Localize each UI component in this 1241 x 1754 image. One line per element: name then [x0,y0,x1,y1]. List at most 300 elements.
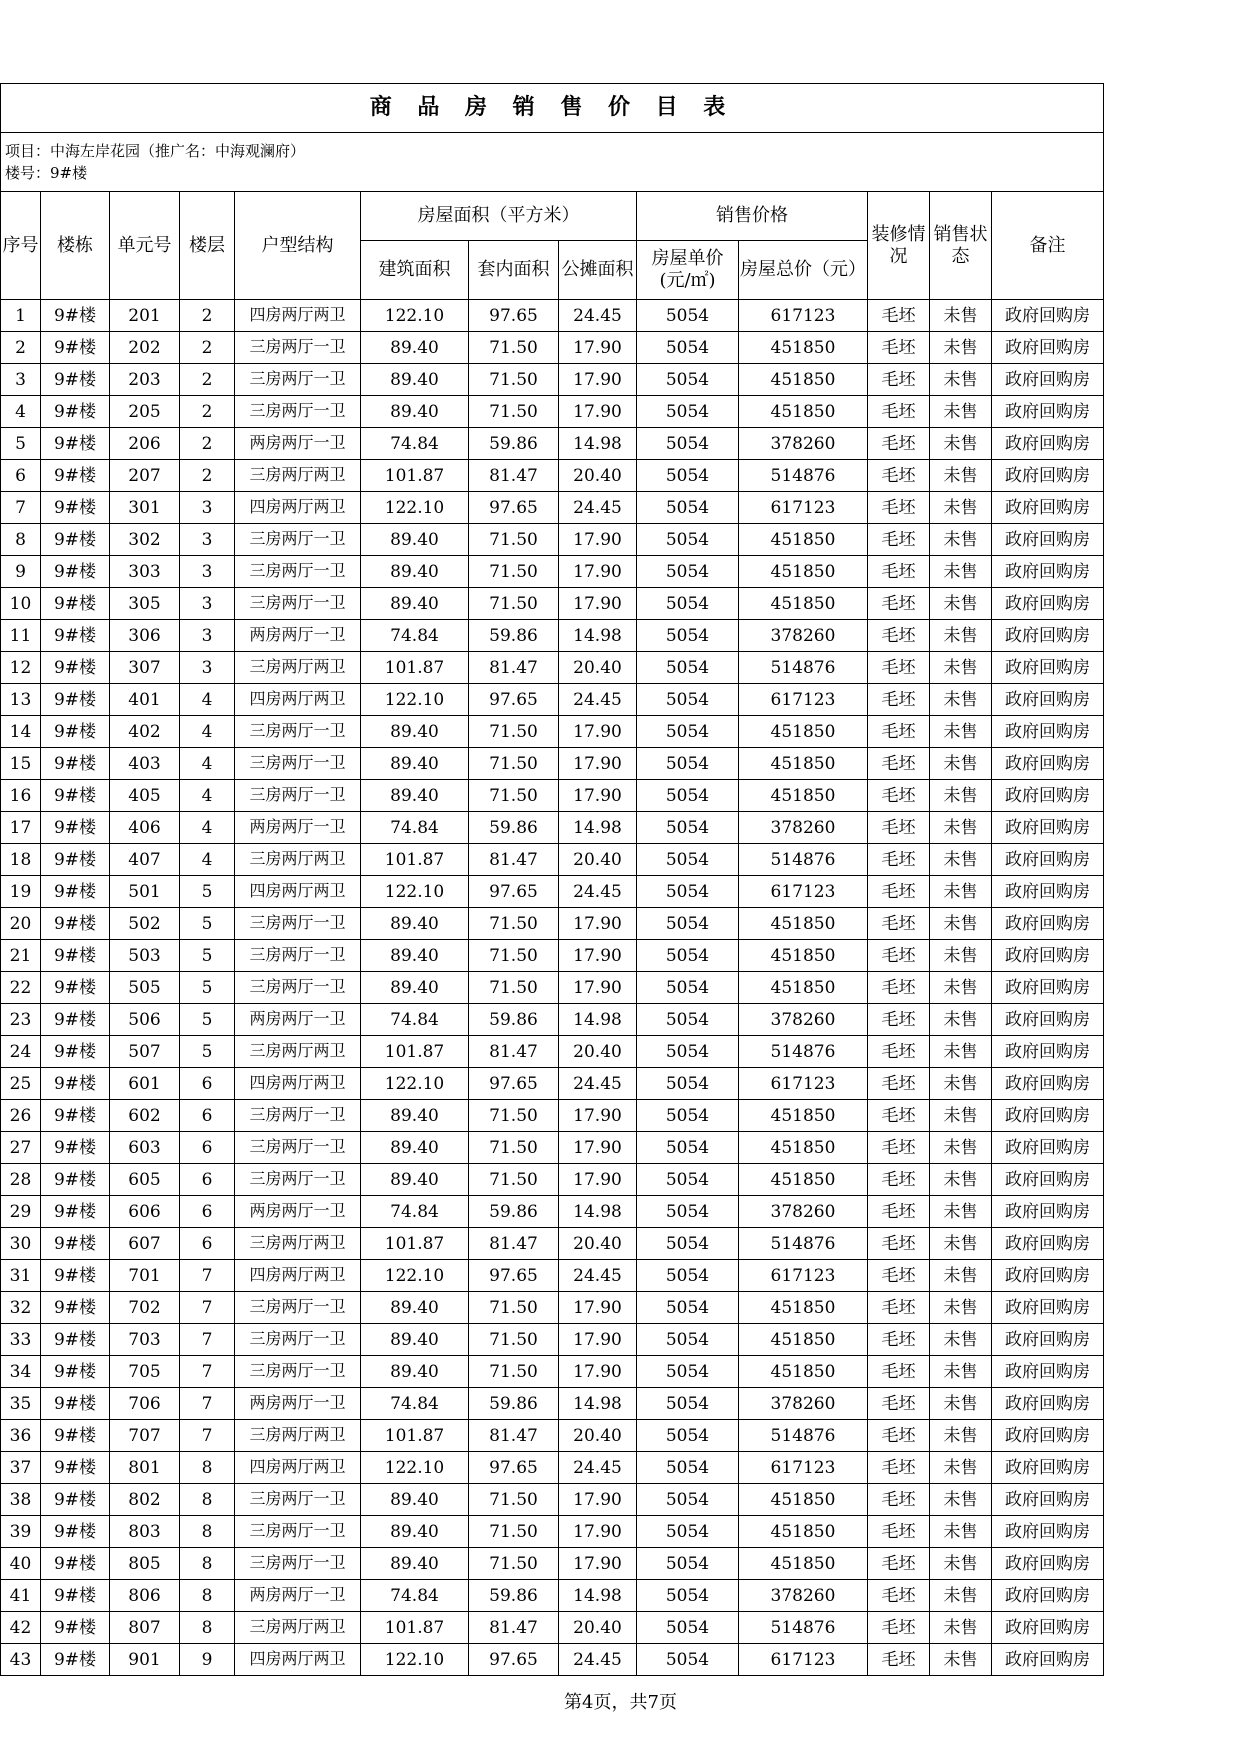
cell-build-area: 122.10 [361,876,469,908]
cell-seq: 26 [1,1100,41,1132]
cell-shared-area: 24.45 [559,684,637,716]
cell-shared-area: 20.40 [559,844,637,876]
cell-seq: 10 [1,588,41,620]
cell-build-area: 89.40 [361,364,469,396]
cell-unit-price: 5054 [637,1228,739,1260]
table-row [1,780,1104,812]
cell-unit: 501 [110,876,180,908]
cell-remark: 政府回购房 [992,1548,1104,1580]
cell-unit: 303 [110,556,180,588]
cell-remark: 政府回购房 [992,652,1104,684]
cell-floor: 3 [180,620,235,652]
cell-remark: 政府回购房 [992,588,1104,620]
table-row [1,812,1104,844]
cell-unit-price: 5054 [637,492,739,524]
table-row [1,1132,1104,1164]
cell-remark: 政府回购房 [992,524,1104,556]
cell-remark: 政府回购房 [992,332,1104,364]
cell-status: 未售 [930,1484,992,1516]
cell-build-area: 89.40 [361,1484,469,1516]
table-row [1,1452,1104,1484]
layout-text: 三房两厅一卫 [249,400,346,420]
cell-unit: 802 [110,1484,180,1516]
cell-total-price: 451850 [739,748,868,780]
cell-status: 未售 [930,556,992,588]
layout-text: 四房两厅两卫 [249,304,346,324]
cell-decoration: 毛坯 [868,556,930,588]
cell-status: 未售 [930,1036,992,1068]
layout-text: 三房两厅两卫 [249,656,346,676]
cell-decoration: 毛坯 [868,1036,930,1068]
cell-shared-area: 17.90 [559,1324,637,1356]
table-row [1,1644,1104,1676]
header-status: 销售状态 [930,192,992,300]
cell-shared-area: 17.90 [559,524,637,556]
cell-shared-area: 17.90 [559,716,637,748]
cell-decoration: 毛坯 [868,620,930,652]
cell-floor: 4 [180,812,235,844]
cell-unit-price: 5054 [637,1260,739,1292]
cell-building: 9#楼 [41,428,110,460]
cell-remark: 政府回购房 [992,1100,1104,1132]
cell-status: 未售 [930,748,992,780]
table-row [1,1420,1104,1452]
project-name: 项目：中海左岸花园（推广名：中海观澜府） [5,142,306,160]
cell-inner-area: 81.47 [469,460,559,492]
table-row [1,1612,1104,1644]
cell-unit-price: 5054 [637,620,739,652]
cell-shared-area: 20.40 [559,652,637,684]
layout-text: 三房两厅一卫 [249,528,346,548]
layout-text: 三房两厅两卫 [249,1232,346,1252]
header-shared-area: 公摊面积 [559,241,637,300]
cell-remark: 政府回购房 [992,1036,1104,1068]
cell-build-area: 89.40 [361,1164,469,1196]
cell-floor: 7 [180,1260,235,1292]
cell-unit-price: 5054 [637,428,739,460]
cell-seq: 18 [1,844,41,876]
cell-total-price: 451850 [739,1324,868,1356]
cell-seq: 38 [1,1484,41,1516]
cell-total-price: 451850 [739,588,868,620]
cell-shared-area: 24.45 [559,1644,637,1676]
cell-unit-price: 5054 [637,1100,739,1132]
cell-building: 9#楼 [41,1292,110,1324]
cell-unit-price: 5054 [637,588,739,620]
cell-layout [235,684,361,716]
cell-unit: 203 [110,364,180,396]
cell-floor: 7 [180,1324,235,1356]
cell-shared-area: 14.98 [559,428,637,460]
cell-seq: 28 [1,1164,41,1196]
cell-layout [235,1164,361,1196]
cell-remark: 政府回购房 [992,1580,1104,1612]
cell-status: 未售 [930,588,992,620]
cell-seq: 15 [1,748,41,780]
cell-decoration: 毛坯 [868,1452,930,1484]
cell-unit: 503 [110,940,180,972]
cell-unit-price: 5054 [637,1356,739,1388]
cell-layout [235,396,361,428]
cell-unit-price: 5054 [637,812,739,844]
cell-total-price: 451850 [739,780,868,812]
cell-shared-area: 17.90 [559,1292,637,1324]
cell-status: 未售 [930,844,992,876]
cell-total-price: 617123 [739,492,868,524]
cell-floor: 8 [180,1516,235,1548]
cell-status: 未售 [930,940,992,972]
cell-seq: 8 [1,524,41,556]
cell-total-price: 451850 [739,1484,868,1516]
cell-layout [235,300,361,332]
cell-build-area: 101.87 [361,1036,469,1068]
cell-remark: 政府回购房 [992,1132,1104,1164]
cell-floor: 5 [180,876,235,908]
cell-unit-price: 5054 [637,908,739,940]
cell-inner-area: 97.65 [469,1452,559,1484]
cell-building: 9#楼 [41,364,110,396]
cell-unit: 206 [110,428,180,460]
cell-shared-area: 20.40 [559,1036,637,1068]
cell-floor: 2 [180,396,235,428]
cell-total-price: 451850 [739,1516,868,1548]
cell-shared-area: 17.90 [559,1164,637,1196]
cell-inner-area: 71.50 [469,332,559,364]
cell-total-price: 514876 [739,1612,868,1644]
cell-unit-price: 5054 [637,1516,739,1548]
cell-building: 9#楼 [41,972,110,1004]
cell-unit: 606 [110,1196,180,1228]
cell-decoration: 毛坯 [868,716,930,748]
header-price-group: 销售价格 [637,192,868,241]
cell-decoration: 毛坯 [868,684,930,716]
cell-inner-area: 97.65 [469,300,559,332]
cell-inner-area: 97.65 [469,492,559,524]
cell-build-area: 101.87 [361,1228,469,1260]
cell-layout [235,1356,361,1388]
cell-seq: 1 [1,300,41,332]
cell-layout [235,812,361,844]
table-row [1,972,1104,1004]
cell-unit: 706 [110,1388,180,1420]
cell-total-price: 451850 [739,940,868,972]
cell-remark: 政府回购房 [992,812,1104,844]
cell-seq: 33 [1,1324,41,1356]
header-layout: 户型结构 [235,192,361,300]
cell-layout [235,1196,361,1228]
cell-decoration: 毛坯 [868,1644,930,1676]
cell-unit-price: 5054 [637,1324,739,1356]
table-row [1,1324,1104,1356]
cell-layout [235,1004,361,1036]
cell-building: 9#楼 [41,1644,110,1676]
cell-floor: 3 [180,588,235,620]
header-inner-area: 套内面积 [469,241,559,300]
table-row [1,1580,1104,1612]
cell-building: 9#楼 [41,1004,110,1036]
table-row [1,1292,1104,1324]
cell-floor: 7 [180,1292,235,1324]
cell-inner-area: 81.47 [469,1036,559,1068]
cell-shared-area: 17.90 [559,364,637,396]
cell-unit: 801 [110,1452,180,1484]
cell-decoration: 毛坯 [868,876,930,908]
cell-building: 9#楼 [41,1164,110,1196]
cell-build-area: 89.40 [361,1292,469,1324]
cell-shared-area: 14.98 [559,620,637,652]
cell-building: 9#楼 [41,716,110,748]
table-row [1,716,1104,748]
cell-status: 未售 [930,620,992,652]
cell-build-area: 74.84 [361,1580,469,1612]
cell-layout [235,460,361,492]
cell-shared-area: 24.45 [559,1260,637,1292]
cell-total-price: 514876 [739,652,868,684]
cell-status: 未售 [930,332,992,364]
cell-remark: 政府回购房 [992,1612,1104,1644]
layout-text: 四房两厅两卫 [249,496,346,516]
cell-shared-area: 17.90 [559,556,637,588]
cell-status: 未售 [930,460,992,492]
cell-total-price: 378260 [739,1388,868,1420]
project-info [1,133,1104,192]
cell-building: 9#楼 [41,812,110,844]
cell-floor: 6 [180,1100,235,1132]
cell-layout [235,1228,361,1260]
cell-floor: 7 [180,1356,235,1388]
layout-text: 三房两厅一卫 [249,944,346,964]
cell-total-price: 617123 [739,1644,868,1676]
cell-seq: 41 [1,1580,41,1612]
cell-status: 未售 [930,1324,992,1356]
cell-remark: 政府回购房 [992,1164,1104,1196]
cell-inner-area: 97.65 [469,1068,559,1100]
cell-seq: 11 [1,620,41,652]
cell-total-price: 451850 [739,1164,868,1196]
cell-decoration: 毛坯 [868,1388,930,1420]
cell-status: 未售 [930,1132,992,1164]
cell-decoration: 毛坯 [868,812,930,844]
cell-shared-area: 20.40 [559,1420,637,1452]
cell-decoration: 毛坯 [868,1420,930,1452]
cell-remark: 政府回购房 [992,876,1104,908]
cell-decoration: 毛坯 [868,1164,930,1196]
cell-status: 未售 [930,716,992,748]
cell-building: 9#楼 [41,492,110,524]
cell-unit-price: 5054 [637,1036,739,1068]
cell-floor: 5 [180,1036,235,1068]
cell-unit: 202 [110,332,180,364]
cell-total-price: 514876 [739,460,868,492]
cell-inner-area: 71.50 [469,364,559,396]
layout-text: 两房两厅一卫 [249,1200,346,1220]
cell-total-price: 617123 [739,1068,868,1100]
cell-decoration: 毛坯 [868,1228,930,1260]
cell-status: 未售 [930,876,992,908]
cell-inner-area: 71.50 [469,780,559,812]
cell-unit: 602 [110,1100,180,1132]
layout-text: 三房两厅一卫 [249,1296,346,1316]
cell-build-area: 89.40 [361,748,469,780]
cell-building: 9#楼 [41,1068,110,1100]
cell-layout [235,780,361,812]
cell-layout [235,556,361,588]
cell-inner-area: 71.50 [469,1292,559,1324]
cell-layout [235,908,361,940]
cell-build-area: 89.40 [361,1324,469,1356]
cell-decoration: 毛坯 [868,908,930,940]
cell-build-area: 74.84 [361,1004,469,1036]
cell-decoration: 毛坯 [868,460,930,492]
cell-seq: 42 [1,1612,41,1644]
cell-layout [235,1644,361,1676]
cell-inner-area: 71.50 [469,1164,559,1196]
cell-shared-area: 17.90 [559,1100,637,1132]
cell-status: 未售 [930,364,992,396]
cell-unit-price: 5054 [637,716,739,748]
cell-layout [235,1132,361,1164]
cell-remark: 政府回购房 [992,396,1104,428]
cell-remark: 政府回购房 [992,300,1104,332]
cell-seq: 43 [1,1644,41,1676]
table-row [1,1164,1104,1196]
cell-building: 9#楼 [41,1100,110,1132]
table-row [1,1100,1104,1132]
layout-text: 三房两厅两卫 [249,848,346,868]
cell-build-area: 101.87 [361,1420,469,1452]
cell-inner-area: 71.50 [469,748,559,780]
cell-decoration: 毛坯 [868,364,930,396]
cell-build-area: 89.40 [361,1548,469,1580]
cell-seq: 24 [1,1036,41,1068]
cell-layout [235,492,361,524]
cell-shared-area: 17.90 [559,748,637,780]
cell-status: 未售 [930,972,992,1004]
cell-shared-area: 14.98 [559,1196,637,1228]
cell-inner-area: 71.50 [469,1100,559,1132]
layout-text: 三房两厅一卫 [249,592,346,612]
layout-text: 两房两厅一卫 [249,1392,346,1412]
header-unit-price: 房屋单价(元/㎡) [637,241,739,300]
cell-unit-price: 5054 [637,364,739,396]
cell-total-price: 451850 [739,1292,868,1324]
layout-text: 三房两厅一卫 [249,1104,346,1124]
cell-unit-price: 5054 [637,1068,739,1100]
cell-total-price: 451850 [739,1100,868,1132]
cell-shared-area: 17.90 [559,1516,637,1548]
cell-seq: 30 [1,1228,41,1260]
table-row [1,748,1104,780]
cell-total-price: 617123 [739,876,868,908]
cell-building: 9#楼 [41,1612,110,1644]
cell-building: 9#楼 [41,1260,110,1292]
cell-building: 9#楼 [41,844,110,876]
cell-remark: 政府回购房 [992,1068,1104,1100]
cell-remark: 政府回购房 [992,1228,1104,1260]
cell-floor: 2 [180,364,235,396]
cell-seq: 12 [1,652,41,684]
cell-floor: 7 [180,1420,235,1452]
cell-inner-area: 71.50 [469,1484,559,1516]
cell-total-price: 378260 [739,1196,868,1228]
header-total-price: 房屋总价（元） [739,241,868,300]
cell-decoration: 毛坯 [868,748,930,780]
table-row [1,620,1104,652]
cell-unit: 305 [110,588,180,620]
cell-inner-area: 97.65 [469,684,559,716]
cell-decoration: 毛坯 [868,1612,930,1644]
cell-unit-price: 5054 [637,684,739,716]
cell-unit: 601 [110,1068,180,1100]
table-row [1,556,1104,588]
cell-unit: 805 [110,1548,180,1580]
cell-floor: 4 [180,684,235,716]
cell-unit-price: 5054 [637,1292,739,1324]
cell-status: 未售 [930,1356,992,1388]
cell-inner-area: 71.50 [469,1356,559,1388]
cell-floor: 4 [180,844,235,876]
cell-unit: 306 [110,620,180,652]
cell-remark: 政府回购房 [992,1356,1104,1388]
cell-total-price: 514876 [739,844,868,876]
cell-status: 未售 [930,1452,992,1484]
layout-text: 四房两厅两卫 [249,688,346,708]
cell-seq: 34 [1,1356,41,1388]
cell-unit-price: 5054 [637,1420,739,1452]
cell-shared-area: 14.98 [559,812,637,844]
cell-total-price: 514876 [739,1036,868,1068]
cell-unit-price: 5054 [637,652,739,684]
cell-inner-area: 59.86 [469,1004,559,1036]
cell-decoration: 毛坯 [868,652,930,684]
cell-build-area: 122.10 [361,300,469,332]
cell-seq: 16 [1,780,41,812]
cell-floor: 6 [180,1132,235,1164]
cell-decoration: 毛坯 [868,1292,930,1324]
layout-text: 三房两厅两卫 [249,1616,346,1636]
header-building: 楼栋 [41,192,110,300]
header-area-group: 房屋面积（平方米） [361,192,637,241]
table-row [1,1388,1104,1420]
cell-shared-area: 24.45 [559,1068,637,1100]
cell-floor: 3 [180,652,235,684]
cell-build-area: 122.10 [361,1260,469,1292]
cell-total-price: 617123 [739,1452,868,1484]
table-row [1,460,1104,492]
cell-seq: 36 [1,1420,41,1452]
cell-layout [235,652,361,684]
cell-layout [235,940,361,972]
cell-build-area: 89.40 [361,908,469,940]
cell-inner-area: 71.50 [469,908,559,940]
header-floor: 楼层 [180,192,235,300]
cell-build-area: 89.40 [361,1356,469,1388]
cell-decoration: 毛坯 [868,1548,930,1580]
layout-text: 三房两厅两卫 [249,1424,346,1444]
cell-unit: 806 [110,1580,180,1612]
cell-unit-price: 5054 [637,940,739,972]
cell-seq: 14 [1,716,41,748]
table-row [1,332,1104,364]
cell-building: 9#楼 [41,1516,110,1548]
cell-remark: 政府回购房 [992,684,1104,716]
layout-text: 三房两厅一卫 [249,1328,346,1348]
layout-text: 三房两厅一卫 [249,1520,346,1540]
table-row [1,908,1104,940]
cell-build-area: 89.40 [361,1132,469,1164]
price-table [0,83,1104,1676]
cell-remark: 政府回购房 [992,428,1104,460]
